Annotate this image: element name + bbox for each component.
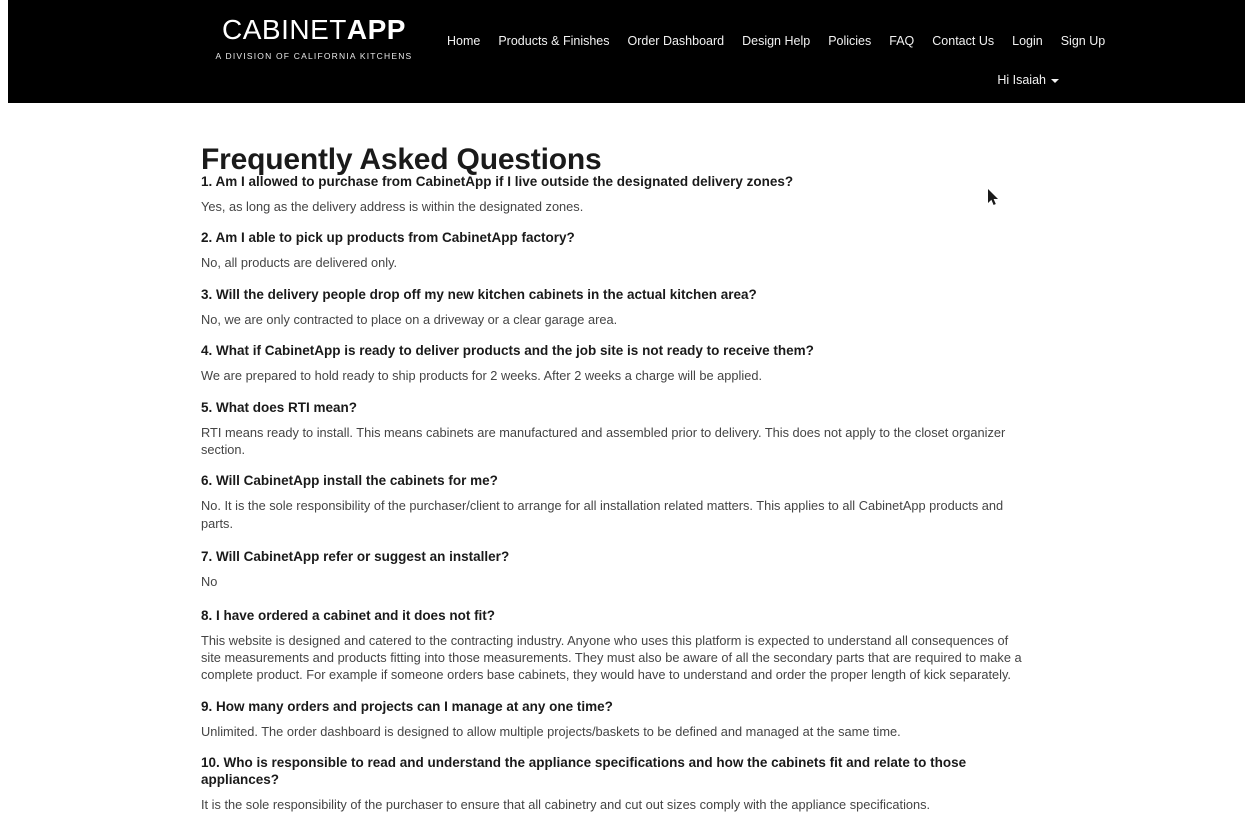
- faq-answer: We are prepared to hold ready to ship products for 2 weeks. After 2 weeks a charge will be applied.: [201, 368, 763, 384]
- faq-question: 9. How many orders and projects can I manage at any one time?: [201, 698, 613, 714]
- faq-item: [201, 754, 1031, 813]
- nav-item-home[interactable]: Home: [447, 34, 481, 48]
- main-content: [0, 103, 1253, 813]
- chevron-down-icon: [1051, 79, 1059, 83]
- faq-answer: This website is designed and catered to the contracting industry. Anyone who uses this platform is expected to understand all consequences of site measurements and products fitting into those measurements. They must also be aware of all the secondary parts that are required to make a complete product. For example if someone orders base cabinets, they would have to understand and order the proper length of kick separately.: [201, 632, 1022, 683]
- faq-item: [201, 286, 1031, 328]
- nav-item-faq[interactable]: FAQ: [889, 34, 915, 48]
- brand-name-light: CABINET: [222, 14, 347, 45]
- site-header: [8, 0, 1245, 103]
- faq-question: 7. Will CabinetApp refer or suggest an installer?: [201, 549, 510, 565]
- faq-question: 2. Am I able to pick up products from CabinetApp factory?: [201, 230, 575, 246]
- faq-question: 3. Will the delivery people drop off my new kitchen cabinets in the actual kitchen area?: [201, 286, 757, 302]
- faq-answer: It is the sole responsibility of the purchaser to ensure that all cabinetry and cut out sizes comply with the appliance specifications.: [201, 797, 931, 813]
- faq-answer: No, we are only contracted to place on a driveway or a clear garage area.: [201, 311, 618, 327]
- nav-item-design-help[interactable]: Design Help: [742, 34, 811, 48]
- main-navigation: [438, 29, 1114, 53]
- nav-item-order-dashboard[interactable]: Order Dashboard: [627, 34, 725, 48]
- faq-answer: Unlimited. The order dashboard is designed to allow multiple projects/baskets to be defined and managed at the same time.: [201, 723, 901, 739]
- faq-answer: Yes, as long as the delivery address is within the designated zones.: [201, 199, 584, 214]
- faq-item: [201, 472, 1031, 532]
- faq-item: [201, 173, 1031, 215]
- faq-question: 10. Who is responsible to read and understand the appliance specifications and how the cabinets fit and relate to those appliances?: [201, 755, 967, 788]
- nav-item-products-and-finishes[interactable]: Products & Finishes: [498, 34, 610, 48]
- faq-answer: No. It is the sole responsibility of the purchaser/client to arrange for all installation related matters. This applies to all CabinetApp products and parts.: [201, 498, 1004, 531]
- brand-logo[interactable]: [209, 14, 419, 61]
- faq-item: [201, 342, 1031, 384]
- brand-name: [209, 14, 419, 46]
- faq-answer: No: [201, 574, 218, 590]
- faq-question: 5. What does RTI mean?: [201, 399, 358, 415]
- page-title: Frequently Asked Questions: [201, 143, 602, 177]
- nav-item-policies[interactable]: Policies: [828, 34, 872, 48]
- brand-name-bold: APP: [346, 14, 406, 45]
- faq-answer: RTI means ready to install. This means cabinets are manufactured and assembled prior to delivery. This does not apply to the closet organizer section.: [201, 424, 1006, 458]
- faq-question: 4. What if CabinetApp is ready to deliver products and the job site is not ready to receive them?: [201, 343, 814, 359]
- faq-item: [201, 399, 1031, 459]
- nav-item-sign-up[interactable]: Sign Up: [1060, 34, 1106, 48]
- brand-tagline: A DIVISION OF CALIFORNIA KITCHENS: [215, 51, 413, 61]
- faq-item: [201, 548, 1031, 590]
- faq-question: 8. I have ordered a cabinet and it does not fit?: [201, 607, 496, 623]
- faq-item: [201, 607, 1031, 684]
- user-menu[interactable]: [997, 73, 1059, 87]
- nav-item-login[interactable]: Login: [1012, 34, 1043, 48]
- user-greeting-label: Hi Isaiah: [997, 73, 1046, 87]
- faq-question: 6. Will CabinetApp install the cabinets for me?: [201, 473, 498, 489]
- faq-list: [201, 173, 1031, 828]
- faq-item: [201, 698, 1031, 740]
- faq-question: 1. Am I allowed to purchase from CabinetApp if I live outside the designated delivery zones?: [201, 174, 794, 189]
- faq-answer: No, all products are delivered only.: [201, 255, 398, 271]
- nav-item-contact-us[interactable]: Contact Us: [932, 34, 995, 48]
- faq-item: [201, 229, 1031, 271]
